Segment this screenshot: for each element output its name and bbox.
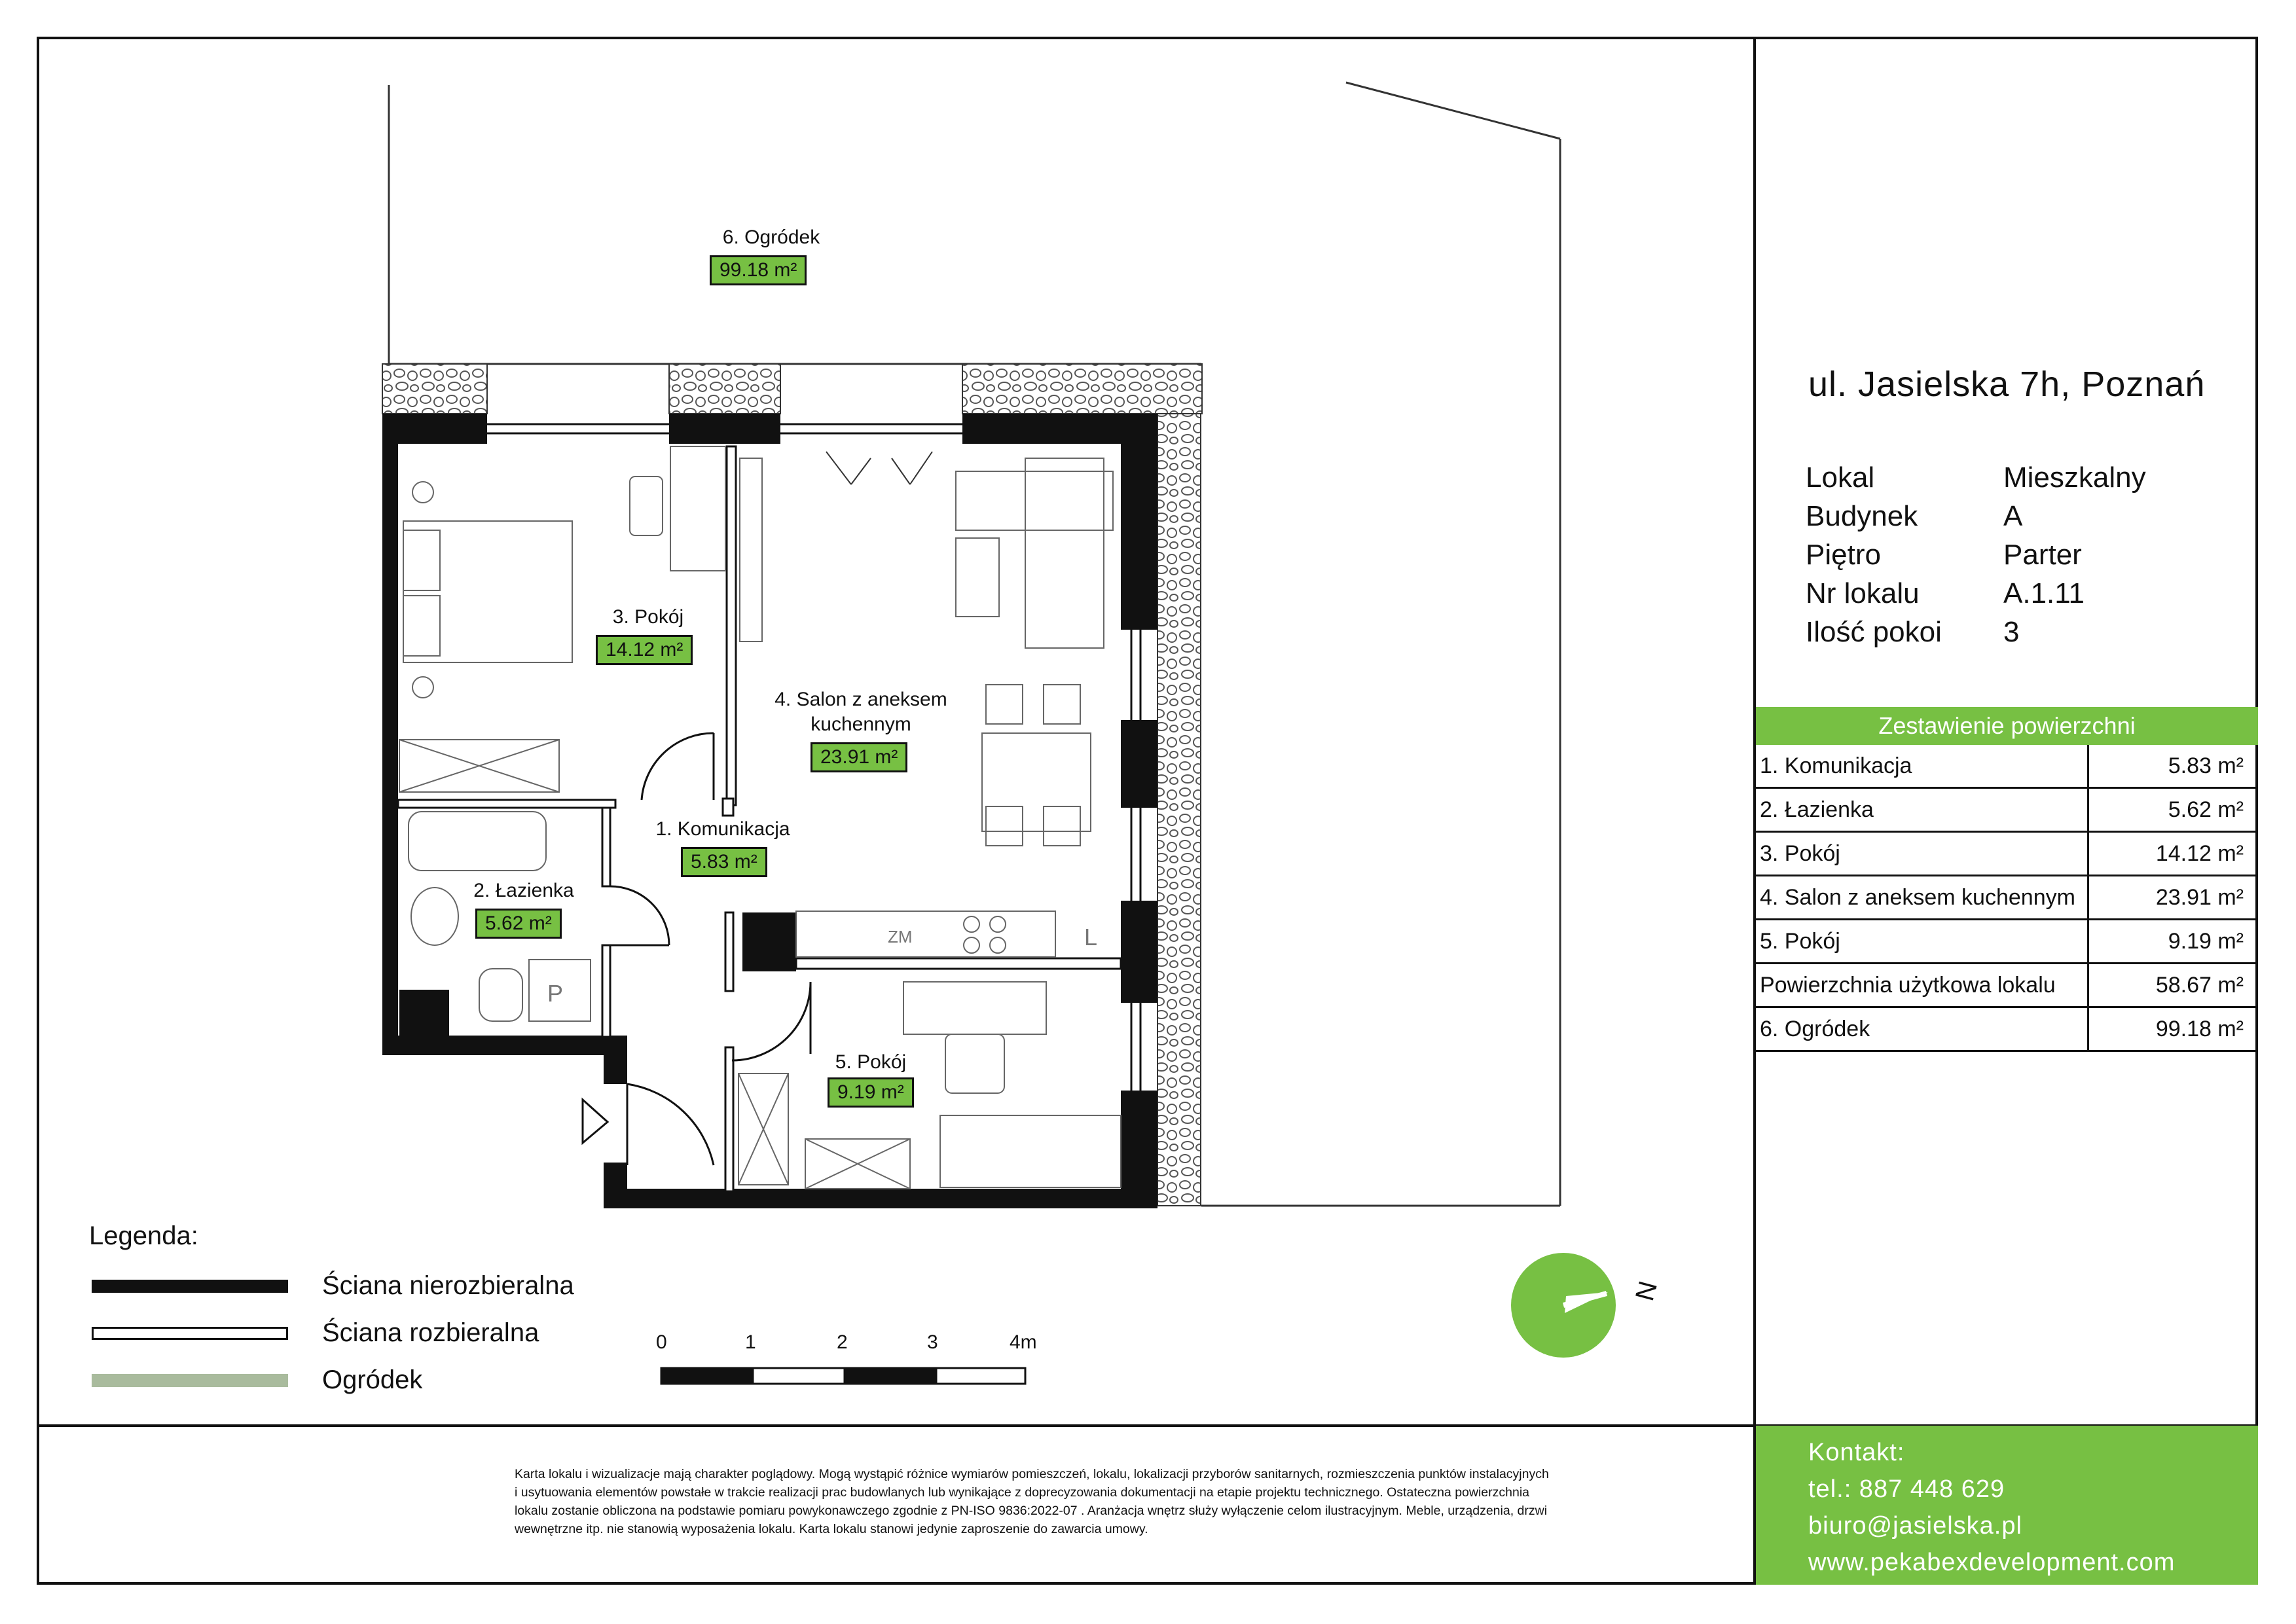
disclaimer-line: i usytuowania elementów powstałe w trakcie realizacji prac budowlanych lub wynikające z doprecyzowania dokumentacji na etapie projektu technicznego. Ostateczna powierzchnia <box>515 1485 1530 1500</box>
info-row-floor <box>1806 535 2146 574</box>
address-title: ul. Jasielska 7h, Poznań <box>1808 365 2206 404</box>
scale-tick-1: 1 <box>745 1331 756 1353</box>
summary-room-name: Powierzchnia użytkowa lokalu <box>1756 964 2088 1007</box>
compass-icon <box>1511 1253 1616 1358</box>
summary-room-area: 23.91 m² <box>2088 876 2259 920</box>
info-row-building <box>1806 497 2146 535</box>
info-value: 3 <box>2003 616 2020 648</box>
furniture <box>399 446 1121 1189</box>
summary-room-area: 5.62 m² <box>2088 788 2259 832</box>
entrance-arrow <box>583 1100 608 1143</box>
legend-label-partition: Ściana rozbieralna <box>322 1318 539 1347</box>
balcony-door <box>826 452 932 484</box>
living-name-line1: 4. Salon z aneksem <box>774 689 947 710</box>
bathroom-area-badge: 5.62 m² <box>475 909 562 939</box>
compass-north-label: N <box>1630 1278 1664 1304</box>
scale-tick-0: 0 <box>656 1331 667 1353</box>
bedroom1-name: 3. Pokój <box>612 606 684 628</box>
contact-phone[interactable]: tel.: 887 448 629 <box>1808 1475 2005 1503</box>
disclaimer-line: wewnętrzne itp. nie stanowią wyposażenia lokalu. Karta lokalu stanowi jedynie zaproszenie do zawarcia umowy. <box>515 1522 1148 1536</box>
disclaimer-line: lokalu zostanie obliczona na podstawie pomiaru powykonawczego zgodnie z PN-ISO 9836:2022-07 . Aranżacja wnętrz służy wyłączenie celom ilustracyjnym. Meble, urządzenia, drzwi <box>515 1504 1548 1518</box>
bathroom-name: 2. Łazienka <box>473 880 574 901</box>
bedroom1-area-badge: 14.12 m² <box>596 635 693 665</box>
info-label: Ilość pokoi <box>1806 616 1942 648</box>
legend-item-garden <box>92 1365 422 1395</box>
legend-item-load-bearing <box>92 1271 574 1301</box>
summary-room-area: 5.83 m² <box>2088 745 2259 788</box>
living-name-line2: kuchennym <box>811 713 911 735</box>
info-value: Parter <box>2003 539 2082 571</box>
bedroom2-name: 5. Pokój <box>835 1051 907 1073</box>
legend-item-partition <box>92 1318 539 1348</box>
table-row <box>1756 1007 2258 1051</box>
garden-name: 6. Ogródek <box>722 226 820 248</box>
info-row-rooms <box>1806 613 2146 651</box>
hall-area-badge: 5.83 m² <box>681 847 767 877</box>
table-row <box>1756 876 2258 920</box>
scale-tick-2: 2 <box>837 1331 848 1353</box>
legend-swatch-partition <box>92 1327 288 1340</box>
contact-box <box>1756 1426 2258 1585</box>
info-value: A.1.11 <box>2003 577 2085 609</box>
info-value: A <box>2003 500 2023 532</box>
disclaimer <box>515 1465 1706 1538</box>
summary-room-name: 2. Łazienka <box>1756 788 2088 832</box>
info-label: Lokal <box>1806 461 1875 494</box>
legend-swatch-load-bearing <box>92 1280 288 1293</box>
hall-name: 1. Komunikacja <box>655 818 790 840</box>
summary-room-area: 99.18 m² <box>2088 1007 2259 1051</box>
wardrobe-label: L <box>1084 924 1098 950</box>
info-label: Budynek <box>1806 500 1918 532</box>
info-label: Nr lokalu <box>1806 577 1920 609</box>
scale-tick-3: 3 <box>927 1331 938 1353</box>
info-label: Piętro <box>1806 539 1881 571</box>
legend-label-load-bearing: Ściana nierozbieralna <box>322 1271 574 1300</box>
bedroom2-area-badge: 9.19 m² <box>828 1077 914 1108</box>
table-row <box>1756 788 2258 832</box>
table-row <box>1756 920 2258 964</box>
summary-room-name: 1. Komunikacja <box>1756 745 2088 788</box>
table-row <box>1756 745 2258 788</box>
summary-room-name: 4. Salon z aneksem kuchennym <box>1756 876 2088 920</box>
info-row-type <box>1806 458 2146 497</box>
contact-title: Kontakt: <box>1808 1439 1905 1466</box>
info-row-unit-number <box>1806 574 2146 613</box>
summary-room-area: 14.12 m² <box>2088 832 2259 876</box>
legend-label-garden: Ogródek <box>322 1365 423 1394</box>
summary-title: Zestawienie powierzchni <box>1756 707 2258 745</box>
fridge-label: ZM <box>888 927 913 947</box>
disclaimer-line: Karta lokalu i wizualizacje mają charakter poglądowy. Mogą wystąpić różnice wymiarów pomieszczeń, lokalu, lokalizacji przyborów sanitarnych, rozmieszczenia punktów instalacyjnych <box>515 1467 1549 1481</box>
summary-room-name: 3. Pokój <box>1756 832 2088 876</box>
summary-room-name: 6. Ogródek <box>1756 1007 2088 1051</box>
summary-room-area: 9.19 m² <box>2088 920 2259 964</box>
washer-label: P <box>547 980 564 1007</box>
scale-tick-4: 4m <box>1010 1331 1037 1353</box>
info-value: Mieszkalny <box>2003 461 2146 494</box>
contact-website-link[interactable]: www.pekabexdevelopment.com <box>1808 1549 2176 1576</box>
legend-swatch-garden <box>92 1374 288 1387</box>
summary-room-name: 5. Pokój <box>1756 920 2088 964</box>
table-row <box>1756 832 2258 876</box>
summary-room-area: 58.67 m² <box>2088 964 2259 1007</box>
unit-info <box>1806 458 2146 651</box>
legend-title: Legenda: <box>89 1221 198 1250</box>
table-row <box>1756 964 2258 1007</box>
contact-email-link[interactable]: biuro@jasielska.pl <box>1808 1512 2022 1540</box>
stone-pavement <box>382 364 1202 1206</box>
living-area-badge: 23.91 m² <box>811 742 907 772</box>
area-summary-table <box>1756 745 2258 1052</box>
scale-bar <box>661 1368 1025 1384</box>
garden-area-badge: 99.18 m² <box>710 255 807 285</box>
